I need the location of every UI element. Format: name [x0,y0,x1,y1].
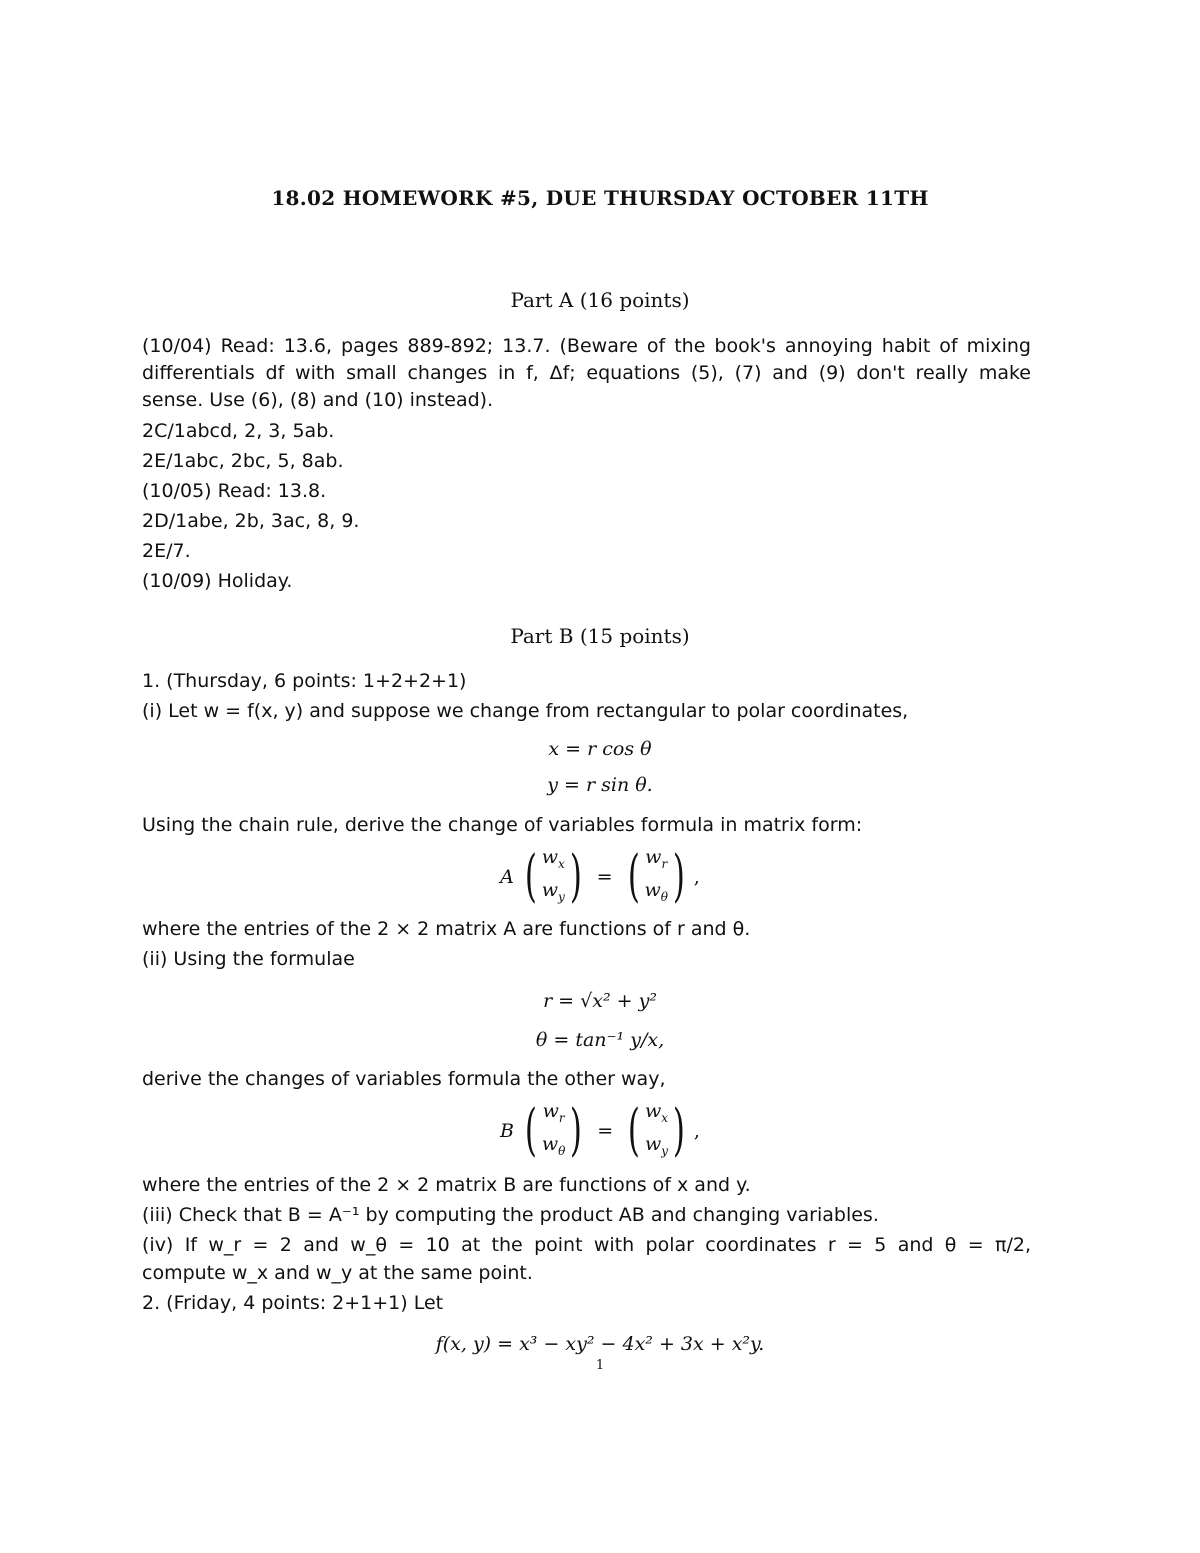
part-a-item-3: (10/05) Read: 13.8. [142,480,327,502]
problem-1-part-ii: (ii) Using the formulae [142,948,355,970]
matrix-b-symbol: B [500,1120,514,1142]
part-b-heading [0,624,1200,648]
problem-2-title: 2. (Friday, 4 points: 2+1+1) Let [142,1292,444,1314]
equation-y-polar: y = r sin θ. [547,774,653,796]
part-a-heading-word: Part A [510,288,574,312]
page-number: 1 [595,1358,605,1373]
part-a-item-4: 2D/1abe, 2b, 3ac, 8, 9. [142,510,360,532]
part-a-heading [0,288,1200,312]
vector-wr-wtheta: ( $w_r$ $w_\theta$ ) [627,844,685,909]
problem-1-part-iv-line-2: compute w_x and w_y at the same point. [142,1262,533,1284]
page-title: 18.02 HOMEWORK #5, DUE THURSDAY OCTOBER 11TH [271,186,929,210]
part-b-heading-word: Part B [510,624,574,648]
matrix-a-description: where the entries of the 2 × 2 matrix A are functions of r and θ. [142,918,751,940]
part-a-intro-line-2: differentials df with small changes in f, Δf; equations (5), (7) and (9) don't really make [142,362,1031,384]
matrix-b-description: where the entries of the 2 × 2 matrix B are functions of x and y. [142,1174,751,1196]
other-way-instruction: derive the changes of variables formula the other way, [142,1068,666,1090]
part-a-item-6: (10/09) Holiday. [142,570,293,592]
part-a-item-2: 2E/1abc, 2bc, 5, 8ab. [142,450,344,472]
equation-r: r = √x² + y² [543,990,657,1012]
part-a-intro-line-3: sense. Use (6), (8) and (10) instead). [142,389,494,411]
vector-wx-wy: ( $w_x$ $w_y$ ) [524,844,582,909]
vector-wr-wtheta-b: ( $w_r$ $w_\theta$ ) [524,1098,583,1163]
part-a-item-1: 2C/1abcd, 2, 3, 5ab. [142,420,335,442]
matrix-a-symbol: A [500,866,514,888]
equation-f: f(x, y) = x³ − xy² − 4x² + 3x + x²y. [435,1333,765,1355]
problem-1-part-i: (i) Let w = f(x, y) and suppose we change from rectangular to polar coordinates, [142,700,909,722]
problem-1-part-iv-line-1: (iv) If w_r = 2 and w_θ = 10 at the point with polar coordinates r = 5 and θ = π/2, [142,1234,1031,1256]
matrix-equation-a: A ( $w_x$ $w_y$ ) = ( $w_r$ $w_\theta$ ) , [500,844,700,909]
part-b-heading-points: (15 points) [579,624,690,648]
chain-rule-instruction: Using the chain rule, derive the change of variables formula in matrix form: [142,814,863,836]
matrix-equation-b: B ( $w_r$ $w_\theta$ ) = ( $w_x$ $w_y$ ) , [500,1098,700,1163]
part-a-heading-points: (16 points) [579,288,690,312]
problem-1-title: 1. (Thursday, 6 points: 1+2+2+1) [142,670,467,692]
problem-1-part-iii: (iii) Check that B = A⁻¹ by computing the product AB and changing variables. [142,1204,879,1226]
part-a-item-5: 2E/7. [142,540,191,562]
equation-theta: θ = tan⁻¹ y/x, [535,1029,665,1051]
part-a-intro-line-1: (10/04) Read: 13.6, pages 889-892; 13.7. (Beware of the book's annoying habit of mixing [142,335,1031,357]
equation-x-polar: x = r cos θ [548,738,652,760]
vector-wx-wy-b: ( $w_x$ $w_y$ ) [628,1098,685,1163]
